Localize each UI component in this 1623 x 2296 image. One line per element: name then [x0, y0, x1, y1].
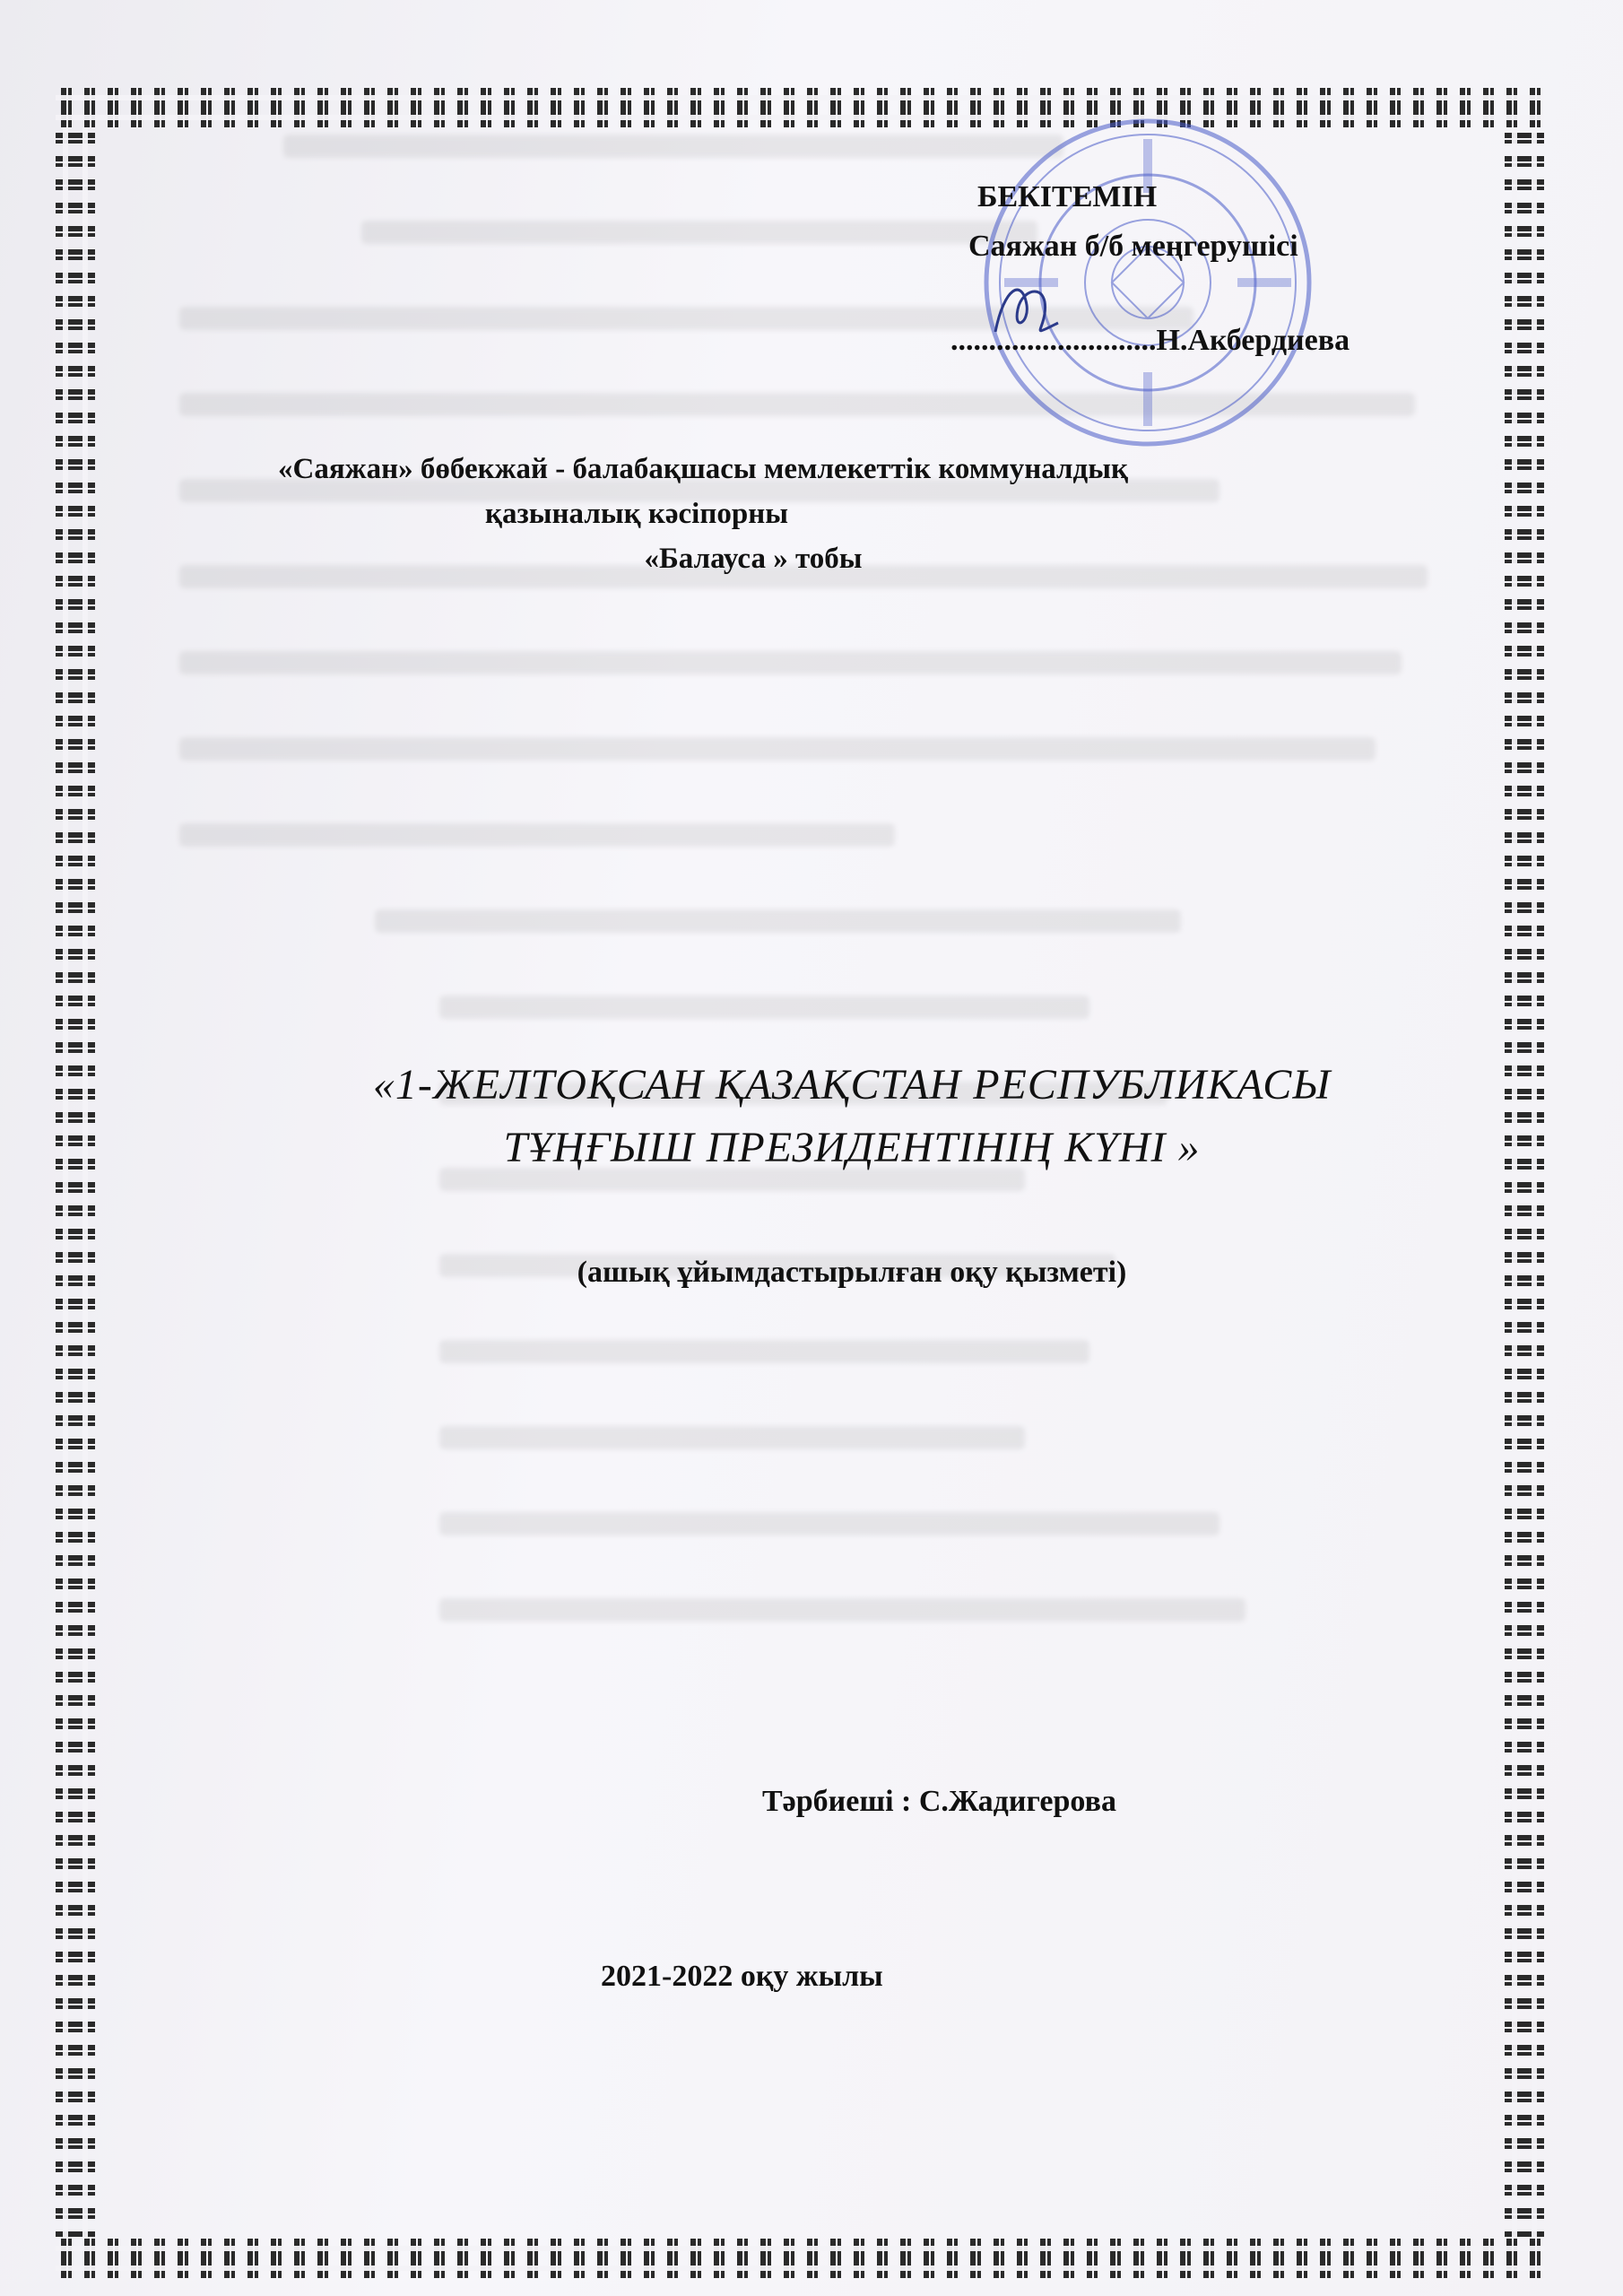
organization-block	[179, 447, 1435, 581]
approval-position: Саяжан б/б меңгерушісі	[968, 230, 1298, 263]
school-year: 2021-2022 оқу жылы	[601, 1960, 883, 1993]
organization-name: «Саяжан» бөбекжай - балабақшасы мемлекеттік коммуналдық	[278, 453, 1129, 485]
handwritten-signature	[977, 269, 1076, 350]
decorative-border-right	[1505, 127, 1544, 2239]
group-name: «Балауса » тобы	[644, 543, 863, 575]
approval-signature-line: ...........................Н.Акбердиева	[950, 324, 1350, 357]
approval-heading: БЕКІТЕМІН	[977, 180, 1158, 213]
document-title	[233, 1054, 1471, 1179]
decorative-border-bottom	[56, 2239, 1544, 2278]
teacher-name: Тәрбиеші : С.Жадигерова	[762, 1785, 1116, 1818]
organization-type: қазыналық кәсіпорны	[484, 498, 788, 530]
decorative-border-left	[56, 127, 95, 2239]
title-line-1: «1-ЖЕЛТОҚСАН ҚАЗАҚСТАН РЕСПУБЛИКАСЫ	[372, 1061, 1332, 1109]
title-line-2: ТҰҢҒЫШ ПРЕЗИДЕНТІНІҢ КҮНІ »	[503, 1124, 1201, 1171]
decorative-border-top	[56, 88, 1544, 127]
document-subtitle: (ашық ұйымдастырылған оқу қызметі)	[577, 1256, 1127, 1289]
